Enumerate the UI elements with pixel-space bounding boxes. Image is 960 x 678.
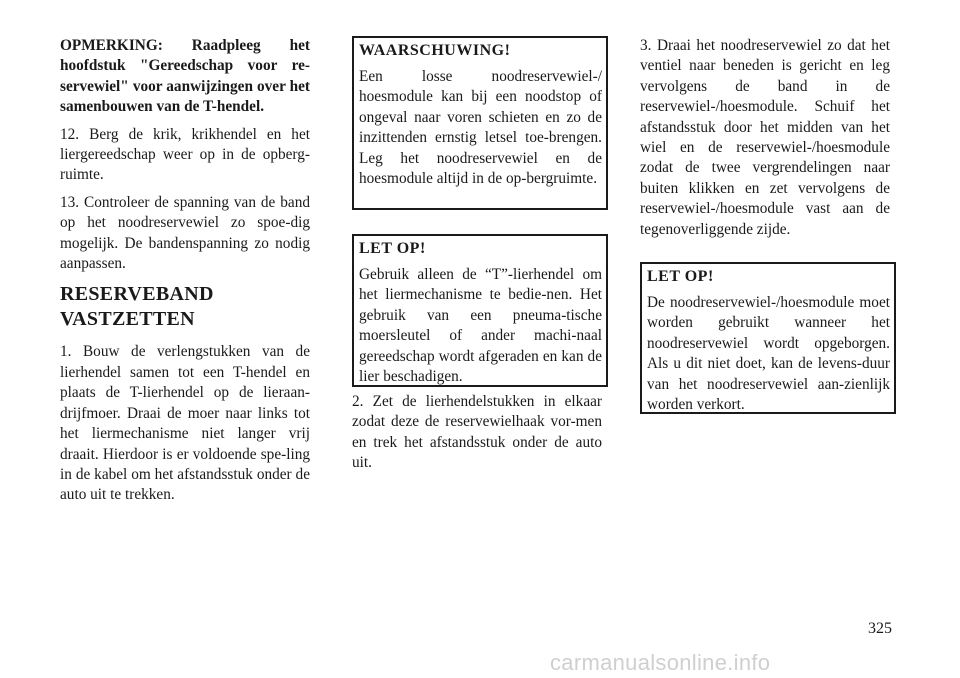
section-heading: RESERVEBAND VASTZETTEN: [60, 283, 214, 331]
caution-title: LET OP!: [359, 240, 426, 257]
step-12: 12. Berg de krik, krikhendel en het liergereedschap weer op in de opberg-ruimte.: [60, 125, 310, 184]
right-column: [640, 36, 890, 414]
step-1: 1. Bouw de verlengstukken van de lierhendel samen tot een T-hendel en plaats de T-lierhendel op de lieraan-drijfmoer. Draai de moer naar links tot het liermechanisme niet langer vrij draait. Hierdoor is er voldoende spe-ling in de kabel om het afstandsstuk onder de auto uit te trekken.: [60, 343, 310, 504]
warning-box: [352, 36, 608, 210]
caution-box: [640, 262, 896, 414]
caution-text: De noodreservewiel-/hoesmodule moet worden gebruikt wanneer het noodreservewiel wordt opgeborgen. Als u dit niet doet, kan de levens-duur van het noodreservewiel aan-zienlijk worden verkort.: [647, 294, 890, 414]
note-paragraph: OPMERKING: Raadpleeg het hoofdstuk "Gereedschap voor re-servewiel" voor aanwijzingen over het samenbouwen van de T-hendel.: [60, 37, 310, 116]
caution-title: LET OP!: [647, 268, 714, 286]
watermark: carmanualsonline.info: [550, 650, 771, 675]
middle-column: [352, 36, 602, 474]
step-3: 3. Draai het noodreservewiel zo dat het ventiel naar beneden is gericht en leg vervolgens de band in de reservewiel-/hoesmodule. Schuif het afstandsstuk door het midden van het wiel en de reservewiel-/hoesmodule zodat de twee vergrendelingen naar buiten klikken en zet vervolgens de reservewiel-/hoesmodule vast aan de tegenoverliggende zijde.: [640, 37, 890, 238]
caution-box: [352, 234, 608, 387]
left-column: [60, 36, 310, 506]
step-2: 2. Zet de lierhendelstukken in elkaar zodat deze de reservewielhaak vor-men en trek het afstandsstuk onder de auto uit.: [352, 393, 602, 472]
step-13: 13. Controleer de spanning van de band op het noodreservewiel zo spoe-dig mogelijk. De bandenspanning zo nodig aanpassen.: [60, 193, 310, 273]
page-number: 325: [868, 620, 892, 637]
warning-text: Een losse noodreservewiel-/ hoesmodule kan bij een noodstop of ongeval naar voren schieten en zo de inzittenden ernstig letsel toe-brengen. Leg het noodreservewiel en de hoesmodule altijd in de op-bergruimte.: [359, 68, 602, 188]
caution-text: Gebruik alleen de “T”-lierhendel om het liermechanisme te bedie-nen. Het gebruik van een pneuma-tische moersleutel of ander machi-naal gereedschap wordt afgeraden en kan de lier beschadigen.: [359, 266, 602, 386]
warning-title: WAARSCHUWING!: [359, 42, 511, 59]
